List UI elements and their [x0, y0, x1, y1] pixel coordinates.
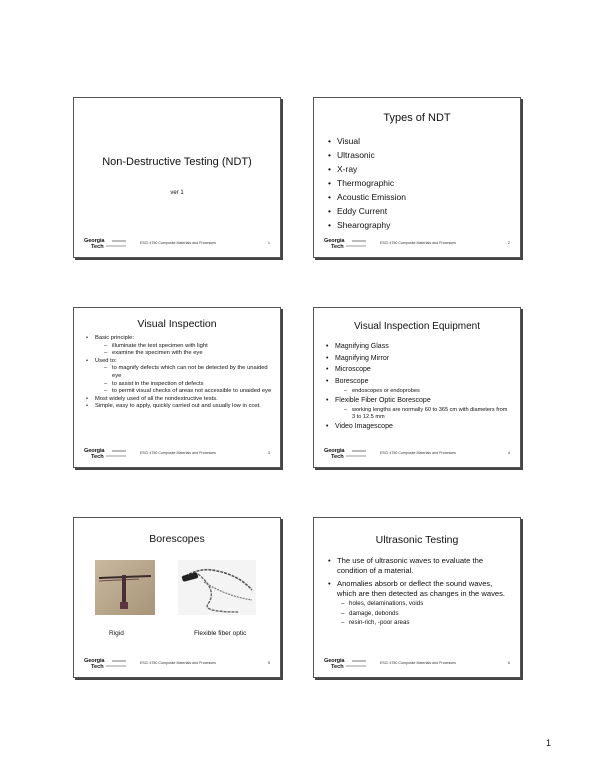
slide-footer [84, 239, 270, 251]
sub-item: – holes, delaminations, voids [341, 599, 510, 609]
slide-number: 5 [267, 661, 270, 665]
list-item: • Visual [328, 134, 406, 148]
course-name: ESCI 4750 Composite Materials and Processes [380, 451, 456, 455]
bullet-list [326, 341, 510, 433]
list-item: • Simple, easy to apply, quickly carried out and usually low in cost. [86, 403, 272, 411]
list-item: • X-ray [328, 162, 406, 176]
slide-title: Visual Inspection [137, 318, 217, 330]
slide-title: Visual Inspection Equipment [353, 321, 480, 332]
bullet-list [86, 335, 272, 411]
georgia-tech-logo: Georgia Tech [324, 449, 366, 461]
list-item: • Video Imagescope [326, 421, 510, 433]
georgia-tech-logo: Georgia Tech [84, 449, 126, 461]
sub-item: – illuminate the test specimen with light [104, 343, 272, 351]
slide-title: Types of NDT [383, 112, 451, 124]
georgia-tech-logo: Georgia Tech [324, 659, 366, 671]
slide-title: Non-Destructive Testing (NDT) [102, 156, 252, 168]
slide-subtitle: ver 1 [170, 190, 184, 196]
slide-number: 2 [507, 241, 510, 245]
sub-item: – to assist in the inspection of defects [104, 381, 272, 389]
course-name: ESCI 4750 Composite Materials and Processes [140, 241, 216, 245]
slide-4 [313, 307, 521, 468]
bullet-list [328, 134, 406, 232]
list-item: • Used to: – to magnify defects which can not be detected by the unaided eye – to assist in the inspection of defects – to permit visual checks of areas not accessible to unaided eye [86, 358, 272, 396]
sub-item: – examine the specimen with the eye [104, 350, 272, 358]
course-name: ESCI 4750 Composite Materials and Processes [380, 661, 456, 665]
list-item: • Shearography [328, 218, 406, 232]
georgia-tech-logo: Georgia Tech [84, 659, 126, 671]
slide-3 [73, 307, 281, 468]
sub-item: – resin-rich, -poor areas [341, 618, 510, 628]
slide-title: Ultrasonic Testing [375, 534, 459, 546]
slide-5 [73, 517, 281, 678]
course-name: ESCI 4750 Composite Materials and Processes [140, 661, 216, 665]
list-item: • Microscope [326, 364, 510, 376]
slide-number: 3 [267, 451, 270, 455]
list-item: • Ultrasonic [328, 148, 406, 162]
list-item: • Flexible Fiber Optic Borescope – working lengths are normally 60 to 365 cm with diameters from 3 to 12.5 mm [326, 395, 510, 421]
page-number: 1 [546, 738, 552, 748]
slide-title: Borescopes [149, 533, 205, 545]
flexible-borescope-image [178, 560, 256, 615]
slide-number: 1 [267, 241, 270, 245]
sub-item: – endoscopes or endoprobes [344, 387, 510, 395]
list-item: • Borescope – endoscopes or endoprobes [326, 376, 510, 396]
slide-6 [313, 517, 521, 678]
list-item: • Magnifying Glass [326, 341, 510, 353]
sub-item: – to magnify defects which can not be detected by the unaided eye [104, 365, 272, 380]
slide-2 [313, 97, 521, 258]
list-item: • The use of ultrasonic waves to evaluate the condition of a material. [328, 556, 510, 576]
slide-footer [324, 659, 510, 671]
course-name: ESCI 4750 Composite Materials and Processes [140, 451, 216, 455]
sub-item: – working lengths are normally 60 to 365 cm with diameters from 3 to 12.5 mm [344, 407, 510, 422]
list-item: • Magnifying Mirror [326, 353, 510, 365]
sub-item: – damage, debonds [341, 609, 510, 619]
bullet-list [328, 556, 510, 628]
slide-number: 4 [507, 451, 510, 455]
slide-footer [84, 449, 270, 461]
rigid-caption: Rigid [109, 630, 124, 637]
course-name: ESCI 4750 Composite Materials and Processes [380, 241, 456, 245]
list-item: • Basic principle: – illuminate the test specimen with light – examine the specimen with the eye [86, 335, 272, 358]
list-item: • Anomalies absorb or deflect the sound waves, which are then detected as changes in the waves. – holes, delaminations, voids – damage, debonds – resin-rich, -poor areas [328, 579, 510, 628]
sub-item: – to permit visual checks of areas not accessible to unaided eye [104, 388, 272, 396]
list-item: • Thermographic [328, 176, 406, 190]
rigid-borescope-image [95, 560, 155, 615]
slide-footer [324, 449, 510, 461]
list-item: • Acoustic Emission [328, 190, 406, 204]
slide-number: 6 [507, 661, 510, 665]
georgia-tech-logo: Georgia Tech [84, 239, 126, 251]
list-item: • Most widely used of all the nondestructive tests. [86, 396, 272, 404]
slide-footer [324, 239, 510, 251]
list-item: • Eddy Current [328, 204, 406, 218]
slide-footer [84, 659, 270, 671]
flexible-caption: Flexible fiber optic [194, 630, 247, 637]
slide-1 [73, 97, 281, 258]
georgia-tech-logo: Georgia Tech [324, 239, 366, 251]
